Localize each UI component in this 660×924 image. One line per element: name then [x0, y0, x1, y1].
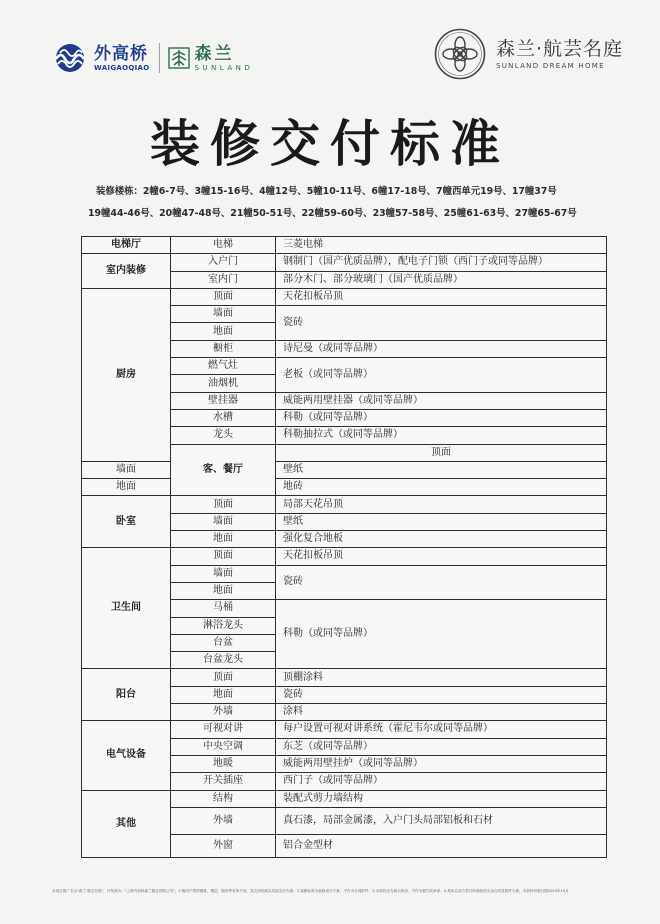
spec-cell: 东芝（或同等品牌）	[276, 738, 607, 755]
table-row	[82, 790, 607, 807]
spec-cell: 天花扣板吊顶	[276, 548, 607, 565]
developer-logos	[52, 38, 253, 78]
item-cell: 结构	[171, 790, 276, 807]
item-cell: 台盆	[171, 634, 276, 651]
spec-cell: 部分木门、部分玻璃门（国产优质品牌）	[276, 271, 607, 288]
table-row	[82, 237, 607, 254]
table-row	[82, 479, 607, 496]
item-cell: 橱柜	[171, 340, 276, 357]
spec-cell: 科勒抽拉式（或同等品牌）	[276, 427, 607, 444]
category-electrical: 电气设备	[82, 721, 171, 790]
item-cell: 燃气灶	[171, 358, 276, 375]
spec-cell: 西门子（或同等品牌）	[276, 773, 607, 790]
spec-cell: 壁纸	[276, 461, 607, 478]
page-title: 装修交付标准	[150, 115, 510, 173]
item-cell: 马桶	[171, 600, 276, 617]
table-row	[82, 669, 607, 686]
item-cell: 入户门	[171, 254, 276, 271]
item-cell: 地面	[171, 686, 276, 703]
floral-emblem-icon	[434, 28, 486, 80]
table-row	[82, 461, 607, 478]
item-cell: 墙面	[171, 513, 276, 530]
spec-cell: 威能两用壁挂器（或同等品牌）	[276, 392, 607, 409]
table-row	[82, 288, 607, 305]
sunland-name-en: SUNLAND	[194, 63, 254, 72]
category-elevator-hall: 电梯厅	[82, 237, 171, 254]
spec-cell: 强化复合地板	[276, 531, 607, 548]
waigaoqiao-name-cn: 外高桥	[94, 43, 148, 64]
spec-cell: 三菱电梯	[276, 237, 607, 254]
item-cell: 地暖	[171, 755, 276, 772]
waigaoqiao-mark-icon	[52, 43, 88, 73]
item-cell: 地面	[171, 531, 276, 548]
item-cell: 顶面	[171, 496, 276, 513]
spec-cell: 顶棚涂料	[276, 669, 607, 686]
item-cell: 墙面	[171, 306, 276, 323]
item-cell: 顶面	[276, 444, 607, 461]
spec-cell: 涂料	[276, 704, 607, 721]
table-row	[82, 254, 607, 271]
category-kitchen: 厨房	[82, 288, 171, 461]
spec-cell: 壁纸	[276, 513, 607, 530]
table-row	[82, 496, 607, 513]
item-cell: 外墙	[171, 704, 276, 721]
item-cell: 室内门	[171, 271, 276, 288]
spec-cell: 威能两用壁挂炉（或同等品牌）	[276, 755, 607, 772]
sunland-tree-icon	[168, 47, 190, 69]
item-cell: 墙面	[171, 565, 276, 582]
item-cell: 开关插座	[171, 773, 276, 790]
spec-cell: 瓷砖	[276, 565, 607, 600]
category-balcony: 阳台	[82, 669, 171, 721]
disclaimer-footnote: 本项目推广名为"森兰·航芸名庭"，开发商为："上海外高桥森兰置业有限公司"。1.相同户型的楼栋、楼层、朝向等有所不同，其交房标准以实际交付为准；2.装修标准为装修设计方案，不作为合同附件；3.本资料仅为展示所用，不作为要约或承诺；4.具体以双方签订的商品房买卖合同及附件为准。本资料印制日期2023年10月	[52, 889, 569, 893]
project-name-en: SUNLAND DREAM HOME	[496, 62, 605, 70]
spec-cell: 真石漆，局部金属漆，入户门头局部铝板和石材	[276, 807, 607, 834]
item-cell: 中央空调	[171, 738, 276, 755]
spec-cell: 诗尼曼（或同等品牌）	[276, 340, 607, 357]
item-cell: 顶面	[171, 669, 276, 686]
item-cell: 地面	[171, 582, 276, 599]
project-logo	[434, 28, 623, 80]
logo-divider	[159, 43, 160, 73]
category-interior: 室内装修	[82, 254, 171, 289]
item-cell: 顶面	[171, 288, 276, 305]
spec-cell: 局部天花吊顶	[276, 496, 607, 513]
item-cell: 地面	[171, 323, 276, 340]
spec-cell: 铝合金型材	[276, 834, 607, 857]
category-living-dining: 客、餐厅	[171, 444, 276, 496]
buildings-line-1: 装修楼栋：2幢6-7号、3幢15-16号、4幢12号、5幢10-11号、6幢17-18号、7幢西单元19号、17幢37号	[96, 186, 557, 197]
item-cell: 壁挂器	[171, 392, 276, 409]
item-cell: 淋浴龙头	[171, 617, 276, 634]
waigaoqiao-name-en: WAIGAOQIAO	[94, 63, 150, 72]
item-cell: 地面	[82, 479, 171, 496]
table-row	[82, 548, 607, 565]
spec-cell: 天花扣板吊顶	[276, 288, 607, 305]
sunland-name-cn: 森兰	[194, 43, 235, 64]
item-cell: 电梯	[171, 237, 276, 254]
item-cell: 龙头	[171, 427, 276, 444]
spec-cell: 瓷砖	[276, 306, 607, 341]
item-cell: 顶面	[171, 548, 276, 565]
category-bedroom: 卧室	[82, 496, 171, 548]
item-cell: 油烟机	[171, 375, 276, 392]
spec-cell: 装配式剪力墙结构	[276, 790, 607, 807]
item-cell: 外墙	[171, 807, 276, 834]
spec-cell: 老板（或同等品牌）	[276, 358, 607, 393]
category-other: 其他	[82, 790, 171, 857]
item-cell: 可视对讲	[171, 721, 276, 738]
item-cell: 水槽	[171, 409, 276, 426]
project-name-cn: 森兰·航芸名庭	[496, 38, 624, 60]
item-cell: 外窗	[171, 834, 276, 857]
spec-cell: 钢制门（国产优质品牌），配电子门锁（西门子或同等品牌）	[276, 254, 607, 271]
spec-cell: 科勒（或同等品牌）	[276, 600, 607, 669]
delivery-standard-table	[81, 236, 607, 858]
spec-cell: 瓷砖	[276, 686, 607, 703]
spec-cell: 每户设置可视对讲系统（霍尼韦尔或同等品牌）	[276, 721, 607, 738]
category-bathroom: 卫生间	[82, 548, 171, 669]
item-cell: 台盆龙头	[171, 652, 276, 669]
table-row	[82, 721, 607, 738]
item-cell: 墙面	[82, 461, 171, 478]
spec-cell: 科勒（或同等品牌）	[276, 409, 607, 426]
buildings-line-2: 19幢44-46号、20幢47-48号、21幢50-51号、22幢59-60号、23幢57-58号、25幢61-63号、27幢65-67号	[88, 208, 577, 219]
spec-cell: 地砖	[276, 479, 607, 496]
